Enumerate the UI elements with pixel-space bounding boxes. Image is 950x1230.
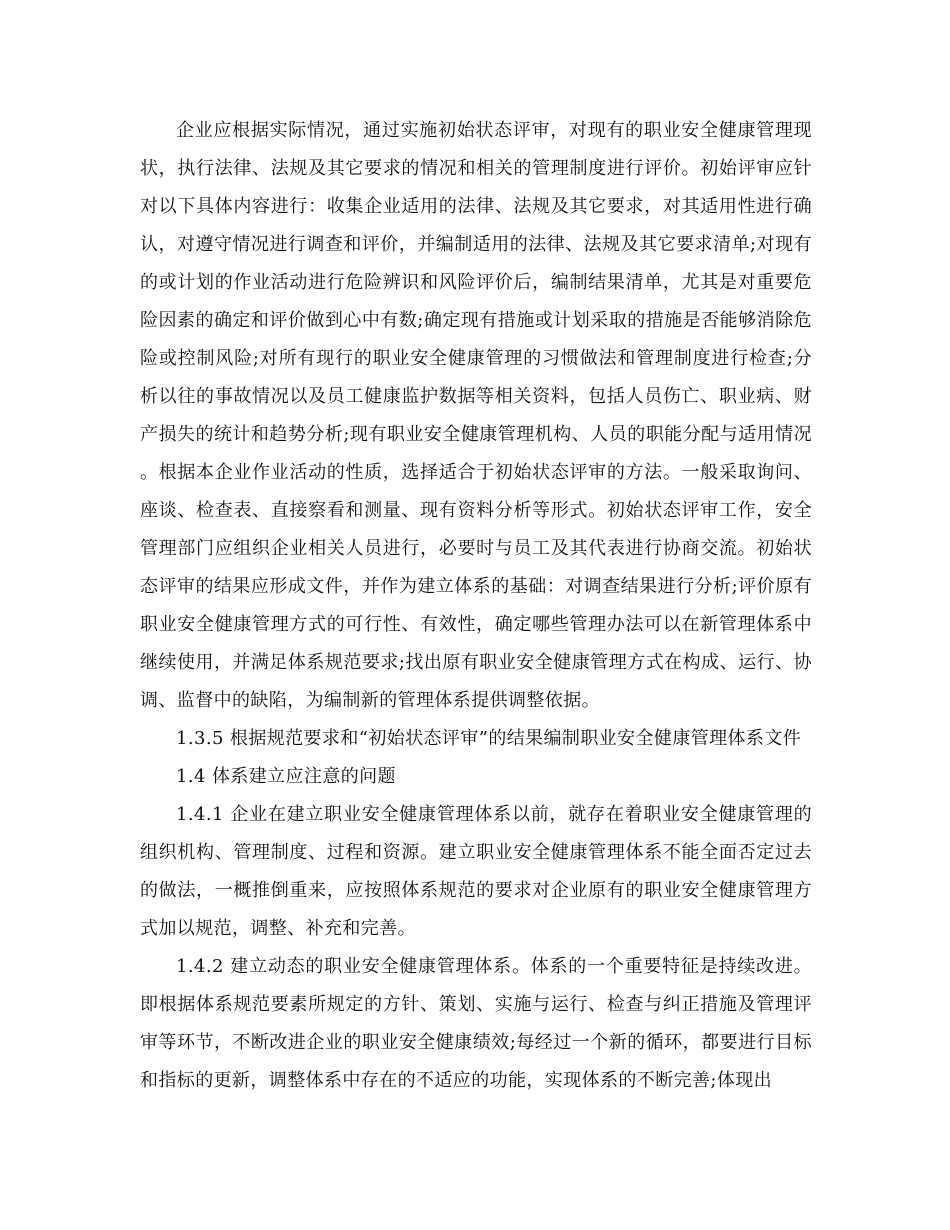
- paragraph-section-1-4-1: 1.4.1 企业在建立职业安全健康管理体系以前，就存在着职业安全健康管理的组织机构、管理制度、过程和资源。建立职业安全健康管理体系不能全面否定过去的做法，一概推倒重来，应按照体系规范的要求对企业原有的职业安全健康管理方式加以规范，调整、补充和完善。: [140, 804, 812, 939]
- paragraph-section-1-3-5: 1.3.5 根据规范要求和“初始状态评审”的结果编制职业安全健康管理体系文件: [176, 728, 802, 749]
- paragraph-section-1-4-2: 1.4.2 建立动态的职业安全健康管理体系。体系的一个重要特征是持续改进。即根据体系规范要素所规定的方针、策划、实施与运行、检查与纠正措施及管理评审等环节，不断改进企业的职业安全健康绩效;每经过一个新的循环，都要进行目标和指标的更新，调整体系中存在的不适应的功能，实现体系的不断完善;体现出: [140, 956, 812, 1091]
- paragraph-initial-review: 企业应根据实际情况，通过实施初始状态评审，对现有的职业安全健康管理现状，执行法律、法规及其它要求的情况和相关的管理制度进行评价。初始评审应针对以下具体内容进行：收集企业适用的法律、法规及其它要求，对其适用性进行确认，对遵守情况进行调查和评价，并编制适用的法律、法规及其它要求清单;对现有的或计划的作业活动进行危险辨识和风险评价后，编制结果清单，尤其是对重要危险因素的确定和评价做到心中有数;确定现有措施或计划采取的措施是否能够消除危险或控制风险;对所有现行的职业安全健康管理的习惯做法和管理制度进行检查;分析以往的事故情况以及员工健康监护数据等相关资料，包括人员伤亡、职业病、财产损失的统计和趋势分析;现有职业安全健康管理机构、人员的职能分配与适用情况。根据本企业作业活动的性质，选择适合于初始状态评审的方法。一般采取询问、座谈、检查表、直接察看和测量、现有资料分析等形式。初始状态评审工作，安全管理部门应组织企业相关人员进行，必要时与员工及其代表进行协商交流。初始状态评审的结果应形成文件，并作为建立体系的基础：对调查结果进行分析;评价原有职业安全健康管理方式的可行性、有效性，确定哪些管理办法可以在新管理体系中继续使用，并满足体系规范要求;找出原有职业安全健康管理方式在构成、运行、协调、监督中的缺陷，为编制新的管理体系提供调整依据。: [140, 120, 812, 711]
- document-body: [140, 112, 812, 1100]
- paragraph-section-1-4-heading: 1.4 体系建立应注意的问题: [176, 766, 396, 787]
